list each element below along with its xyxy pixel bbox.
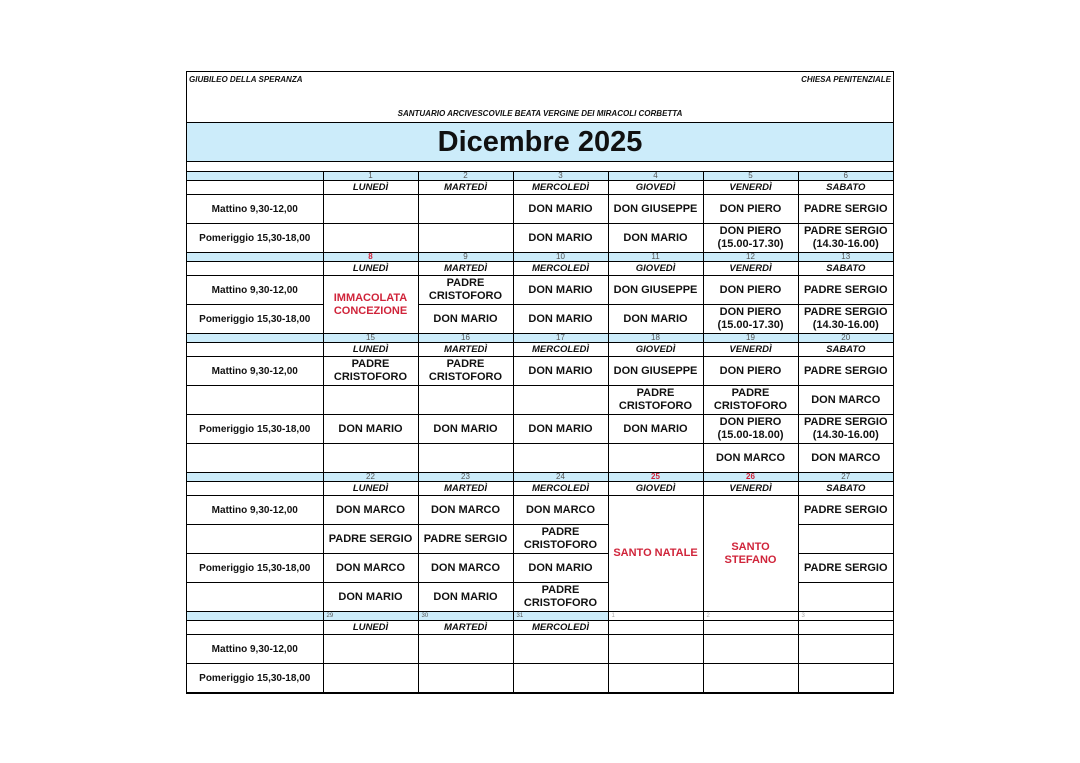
day-number: 13: [798, 253, 893, 262]
empty-cell: [187, 334, 323, 343]
empty-cell: [187, 343, 323, 357]
day-name: GIOVEDÌ: [608, 262, 703, 276]
schedule-cell: PADRE SERGIO: [418, 525, 513, 554]
week-3-morning-extra-row: [187, 386, 893, 415]
schedule-cell: DON MARIO: [513, 195, 608, 224]
schedule-cell: [418, 664, 513, 693]
day-name: [703, 621, 798, 635]
week-2-day-names: [187, 262, 893, 276]
schedule-cell: [323, 635, 418, 664]
schedule-cell: DON MARIO: [608, 305, 703, 334]
schedule-cell: DON MARCO: [418, 554, 513, 583]
schedule-cell: [323, 664, 418, 693]
schedule-cell: DON MARIO: [513, 357, 608, 386]
day-name: MARTEDÌ: [418, 262, 513, 276]
schedule-cell: DON MARCO: [798, 444, 893, 473]
schedule-cell: DON PIERO (15.00-17.30): [703, 305, 798, 334]
day-name: MARTEDÌ: [418, 621, 513, 635]
schedule-cell: [418, 224, 513, 253]
afternoon-label: Pomeriggio 15,30-18,00: [187, 554, 323, 583]
schedule-cell: DON MARIO: [323, 415, 418, 444]
sanctuary-subtitle: SANTUARIO ARCIVESCOVILE BEATA VERGINE DEI MIRACOLI CORBETTA: [397, 109, 683, 118]
week-4-day-numbers: [187, 473, 893, 482]
week-4-day-names: [187, 482, 893, 496]
day-number: 9: [418, 253, 513, 262]
afternoon-label: Pomeriggio 15,30-18,00: [187, 224, 323, 253]
schedule-cell: [608, 444, 703, 473]
schedule-cell: PADRE SERGIO (14.30-16.00): [798, 224, 893, 253]
schedule-cell: DON MARCO: [323, 554, 418, 583]
schedule-cell: PADRE SERGIO: [798, 496, 893, 525]
month-title: Dicembre 2025: [187, 122, 893, 162]
day-name: [608, 621, 703, 635]
day-number: 12: [703, 253, 798, 262]
schedule-cell: [513, 444, 608, 473]
empty-cell: [187, 482, 323, 496]
empty-cell: [187, 172, 323, 181]
day-name: LUNEDÌ: [323, 482, 418, 496]
day-name: MERCOLEDÌ: [513, 343, 608, 357]
schedule-cell: [513, 664, 608, 693]
day-name: GIOVEDÌ: [608, 482, 703, 496]
schedule-cell: [513, 635, 608, 664]
day-number-next-month: 1: [608, 612, 703, 621]
week-3-day-numbers: [187, 334, 893, 343]
afternoon-label: Pomeriggio 15,30-18,00: [187, 664, 323, 693]
spacer-row: [187, 162, 893, 172]
schedule-cell: PADRE CRISTOFORO: [418, 357, 513, 386]
schedule-cell: DON PIERO (15.00-18.00): [703, 415, 798, 444]
schedule-cell: DON MARIO: [513, 415, 608, 444]
schedule-cell: PADRE SERGIO: [798, 357, 893, 386]
morning-label: Mattino 9,30-12,00: [187, 635, 323, 664]
day-name: VENERDÌ: [703, 343, 798, 357]
schedule-cell: [418, 444, 513, 473]
schedule-cell: [513, 386, 608, 415]
day-name: SABATO: [798, 181, 893, 195]
week-1-day-numbers: [187, 172, 893, 181]
schedule-cell: DON MARIO: [608, 415, 703, 444]
schedule-cell: DON MARCO: [323, 496, 418, 525]
day-number-next-month: 2: [703, 612, 798, 621]
schedule-cell: DON PIERO (15.00-17.30): [703, 224, 798, 253]
empty-label: [187, 525, 323, 554]
day-name: VENERDÌ: [703, 262, 798, 276]
schedule-cell: DON MARCO: [418, 496, 513, 525]
empty-cell: [187, 181, 323, 195]
schedule-cell: DON MARIO: [513, 554, 608, 583]
day-number: 19: [703, 334, 798, 343]
schedule-cell: PADRE SERGIO (14.30-16.00): [798, 305, 893, 334]
empty-cell: [187, 473, 323, 482]
day-number: 24: [513, 473, 608, 482]
day-name: [798, 621, 893, 635]
week-4-morning-row: [187, 496, 893, 525]
day-number: 4: [608, 172, 703, 181]
schedule-cell: DON MARCO: [798, 386, 893, 415]
morning-label: Mattino 9,30-12,00: [187, 496, 323, 525]
day-number: 10: [513, 253, 608, 262]
day-name: MERCOLEDÌ: [513, 621, 608, 635]
week-3-morning-row: [187, 357, 893, 386]
day-number: 30: [418, 612, 513, 621]
schedule-cell: DON MARIO: [608, 224, 703, 253]
day-name: LUNEDÌ: [323, 343, 418, 357]
week-3-afternoon-extra-row: [187, 444, 893, 473]
day-name: MARTEDÌ: [418, 482, 513, 496]
day-name: LUNEDÌ: [323, 262, 418, 276]
schedule-cell: PADRE SERGIO: [323, 525, 418, 554]
schedule-cell: [323, 444, 418, 473]
schedule-cell: [418, 195, 513, 224]
schedule-cell: DON MARCO: [703, 444, 798, 473]
week-2-day-numbers: [187, 253, 893, 262]
schedule-cell: DON MARCO: [513, 496, 608, 525]
church-title: CHIESA PENITENZIALE: [801, 75, 891, 84]
holiday-santo-natale: SANTO NATALE: [608, 496, 703, 612]
morning-label: Mattino 9,30-12,00: [187, 276, 323, 305]
schedule-cell: [608, 664, 703, 693]
sheet-header: [187, 72, 893, 122]
day-number: 29: [323, 612, 418, 621]
day-number-holiday: 8: [323, 253, 418, 262]
day-name: MARTEDÌ: [418, 181, 513, 195]
schedule-cell: DON GIUSEPPE: [608, 276, 703, 305]
schedule-cell: PADRE SERGIO (14.30-16.00): [798, 415, 893, 444]
schedule-cell: PADRE CRISTOFORO: [323, 357, 418, 386]
day-number-holiday: 26: [703, 473, 798, 482]
week-5-day-names: [187, 621, 893, 635]
schedule-cell: DON PIERO: [703, 276, 798, 305]
schedule-cell: [608, 635, 703, 664]
afternoon-label: Pomeriggio 15,30-18,00: [187, 415, 323, 444]
schedule-cell: PADRE CRISTOFORO: [513, 583, 608, 612]
week-1-morning-row: [187, 195, 893, 224]
week-2-afternoon-row: [187, 305, 893, 334]
schedule-cell: PADRE CRISTOFORO: [418, 276, 513, 305]
week-1-afternoon-row: [187, 224, 893, 253]
day-number: 22: [323, 473, 418, 482]
schedule-cell: [323, 195, 418, 224]
schedule-cell: [798, 635, 893, 664]
day-name: MARTEDÌ: [418, 343, 513, 357]
schedule-cell: PADRE SERGIO: [798, 554, 893, 583]
schedule-cell: [798, 583, 893, 612]
schedule-cell: PADRE CRISTOFORO: [513, 525, 608, 554]
day-number: 5: [703, 172, 798, 181]
day-number: 18: [608, 334, 703, 343]
schedule-cell: DON MARIO: [418, 305, 513, 334]
day-number: 16: [418, 334, 513, 343]
day-name: LUNEDÌ: [323, 621, 418, 635]
empty-cell: [187, 621, 323, 635]
schedule-cell: DON GIUSEPPE: [608, 357, 703, 386]
schedule-cell: PADRE CRISTOFORO: [703, 386, 798, 415]
schedule-cell: PADRE SERGIO: [798, 276, 893, 305]
week-2-morning-row: [187, 276, 893, 305]
schedule-cell: DON MARIO: [418, 583, 513, 612]
empty-label: [187, 583, 323, 612]
empty-cell: [187, 612, 323, 621]
day-name: VENERDÌ: [703, 482, 798, 496]
day-number: 31: [513, 612, 608, 621]
day-name: SABATO: [798, 482, 893, 496]
schedule-cell: [418, 386, 513, 415]
day-number: 1: [323, 172, 418, 181]
day-number: 27: [798, 473, 893, 482]
day-name: MERCOLEDÌ: [513, 262, 608, 276]
schedule-cell: [703, 635, 798, 664]
jubilee-title: GIUBILEO DELLA SPERANZA: [189, 75, 303, 84]
empty-label: [187, 444, 323, 473]
schedule-cell: [798, 664, 893, 693]
day-name: MERCOLEDÌ: [513, 482, 608, 496]
week-1-day-names: [187, 181, 893, 195]
schedule-table: [187, 172, 893, 693]
afternoon-label: Pomeriggio 15,30-18,00: [187, 305, 323, 334]
schedule-cell: DON PIERO: [703, 357, 798, 386]
day-number: 17: [513, 334, 608, 343]
week-5-afternoon-row: [187, 664, 893, 693]
schedule-cell: PADRE SERGIO: [798, 195, 893, 224]
schedule-cell: DON MARIO: [513, 224, 608, 253]
day-number: 11: [608, 253, 703, 262]
day-name: MERCOLEDÌ: [513, 181, 608, 195]
week-5-morning-row: [187, 635, 893, 664]
day-name: SABATO: [798, 262, 893, 276]
schedule-cell: [418, 635, 513, 664]
schedule-cell: DON MARIO: [513, 305, 608, 334]
schedule-cell: PADRE CRISTOFORO: [608, 386, 703, 415]
day-name: GIOVEDÌ: [608, 181, 703, 195]
schedule-cell: [703, 664, 798, 693]
day-number: 6: [798, 172, 893, 181]
day-number: 3: [513, 172, 608, 181]
schedule-cell: DON MARIO: [323, 583, 418, 612]
day-name: GIOVEDÌ: [608, 343, 703, 357]
calendar-sheet: [186, 71, 894, 694]
day-number: 23: [418, 473, 513, 482]
schedule-cell: DON PIERO: [703, 195, 798, 224]
schedule-cell: [323, 386, 418, 415]
schedule-cell: DON MARIO: [418, 415, 513, 444]
empty-cell: [187, 262, 323, 276]
day-number: 20: [798, 334, 893, 343]
week-3-afternoon-row: [187, 415, 893, 444]
day-number: 15: [323, 334, 418, 343]
day-number-holiday: 25: [608, 473, 703, 482]
holiday-santo-stefano: SANTO STEFANO: [703, 496, 798, 612]
week-5-day-numbers: [187, 612, 893, 621]
empty-label: [187, 386, 323, 415]
schedule-cell: DON MARIO: [513, 276, 608, 305]
morning-label: Mattino 9,30-12,00: [187, 357, 323, 386]
day-number-next-month: 3: [798, 612, 893, 621]
day-name: LUNEDÌ: [323, 181, 418, 195]
day-name: VENERDÌ: [703, 181, 798, 195]
day-number: 2: [418, 172, 513, 181]
schedule-cell: DON GIUSEPPE: [608, 195, 703, 224]
morning-label: Mattino 9,30-12,00: [187, 195, 323, 224]
week-3-day-names: [187, 343, 893, 357]
schedule-cell: [798, 525, 893, 554]
day-name: SABATO: [798, 343, 893, 357]
holiday-immacolata: IMMACOLATA CONCEZIONE: [323, 276, 418, 334]
empty-cell: [187, 253, 323, 262]
schedule-cell: [323, 224, 418, 253]
